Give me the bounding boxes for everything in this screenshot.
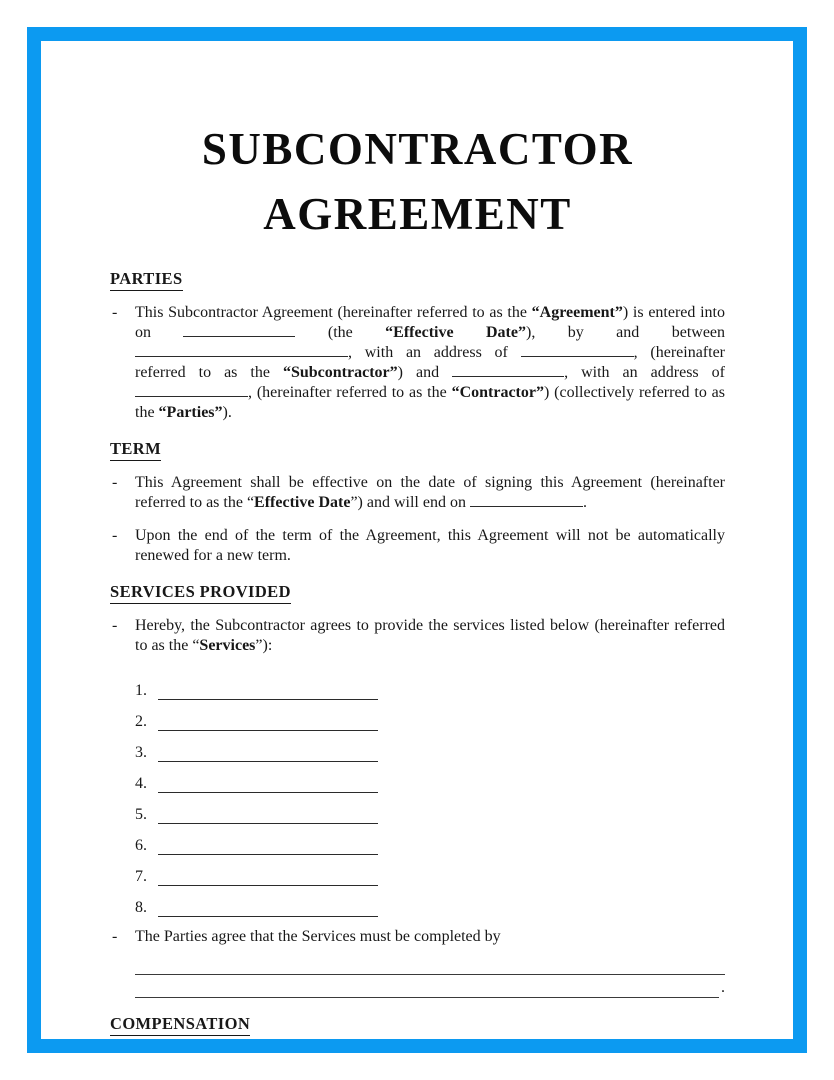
- service-list-item: [135, 700, 725, 731]
- fill-in-blank: [452, 363, 564, 377]
- fill-in-blank: [135, 383, 248, 397]
- service-item-number: 7.: [135, 867, 147, 885]
- completed-by-text: The Parties agree that the Services must be completed by: [135, 927, 501, 945]
- service-item-number: 4.: [135, 774, 147, 792]
- service-item-number: 8.: [135, 898, 147, 916]
- service-item-number: 6.: [135, 836, 147, 854]
- terminal-period: .: [721, 978, 725, 996]
- service-list-item: [135, 762, 725, 793]
- service-list-item: [135, 793, 725, 824]
- fill-in-blank: [183, 323, 295, 337]
- service-list-item: [135, 824, 725, 855]
- fill-in-rule: [135, 980, 719, 998]
- fill-in-rule: [135, 957, 725, 975]
- service-list-item: [135, 669, 725, 700]
- service-item-blank-line: [158, 777, 378, 793]
- section-heading-term: TERM: [110, 439, 725, 461]
- term-paragraph-1: [110, 473, 725, 513]
- completed-by-paragraph: [110, 927, 725, 947]
- completed-by-blank-line-1: [110, 957, 725, 975]
- services-numbered-list: [110, 669, 725, 917]
- page-border-frame: [27, 27, 807, 1053]
- service-list-item: [135, 886, 725, 917]
- fill-in-blank: [470, 493, 583, 507]
- bullet-dash: -: [112, 473, 118, 491]
- bullet-dash: -: [112, 526, 118, 544]
- service-item-blank-line: [158, 684, 378, 700]
- document-title: [110, 117, 725, 247]
- fill-in-blank: [135, 343, 348, 357]
- parties-paragraph: [110, 303, 725, 423]
- section-heading-services: SERVICES PROVIDED: [110, 582, 725, 604]
- service-item-blank-line: [158, 870, 378, 886]
- service-item-number: 3.: [135, 743, 147, 761]
- service-item-blank-line: [158, 839, 378, 855]
- service-item-blank-line: [158, 746, 378, 762]
- section-heading-parties: PARTIES: [110, 269, 725, 291]
- term-paragraph-1-text: This Agreement shall be effective on the date of signing this Agreement (hereinafter referred to as the “Effective Date”) and will end on .: [135, 473, 725, 511]
- document-title-line2: AGREEMENT: [263, 188, 572, 239]
- service-item-number: 2.: [135, 712, 147, 730]
- bullet-dash: -: [112, 303, 118, 321]
- fill-in-blank: [521, 343, 634, 357]
- term-paragraph-2: [110, 526, 725, 566]
- service-item-blank-line: [158, 715, 378, 731]
- bullet-dash: -: [112, 927, 118, 945]
- section-heading-compensation: COMPENSATION: [110, 1014, 725, 1036]
- document-page: [41, 41, 793, 1039]
- completed-by-blank-line-2: [110, 978, 725, 998]
- services-intro-paragraph: [110, 616, 725, 656]
- service-list-item: [135, 731, 725, 762]
- service-item-blank-line: [158, 808, 378, 824]
- service-item-number: 5.: [135, 805, 147, 823]
- service-list-item: [135, 855, 725, 886]
- service-item-blank-line: [158, 901, 378, 917]
- service-item-number: 1.: [135, 681, 147, 699]
- document-title-line1: SUBCONTRACTOR: [201, 124, 634, 174]
- services-intro-text: Hereby, the Subcontractor agrees to provide the services listed below (hereinafter referred to as the “Services”):: [135, 616, 725, 654]
- parties-paragraph-text: This Subcontractor Agreement (hereinafter referred to as the “Agreement”) is entered into on (the “Effective Date”), by and between , with an address of , (hereinafter referred to as the “Subcontractor”) and , with an address of , (hereinafter referred to as the “Contractor”) (collectively referred to as the “Parties”).: [135, 303, 726, 421]
- term-paragraph-2-text: Upon the end of the term of the Agreement, this Agreement will not be automatically renewed for a new term.: [135, 526, 725, 564]
- bullet-dash: -: [112, 616, 118, 634]
